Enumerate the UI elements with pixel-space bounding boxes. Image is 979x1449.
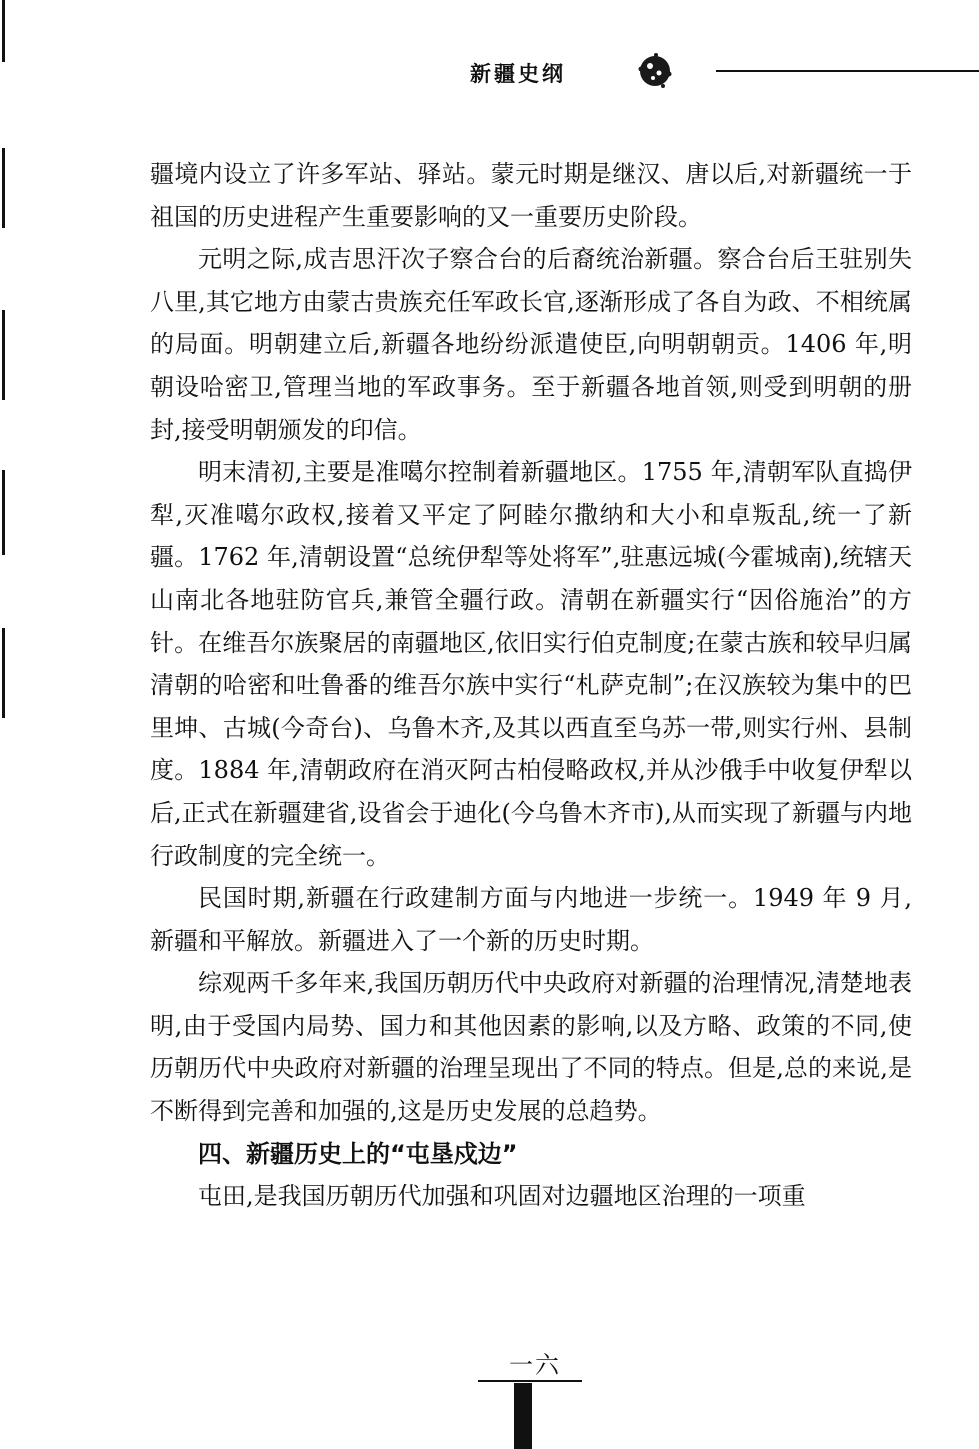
body-paragraph: 明末清初,主要是准噶尔控制着新疆地区。1755 年,清朝军队直捣伊犁,灭准噶尔政权,接着又平定了阿睦尔撒纳和大小和卓叛乱,统一了新疆。1762 年,清朝设置“总统伊犁等处将军”,驻惠远城(今霍城南),统辖天山南北各地驻防官兵,兼管全疆行政。清朝在新疆实行“因俗施治”的方针。在维吾尔族聚居的南疆地区,依旧实行伯克制度;在蒙古族和较早归属清朝的哈密和吐鲁番的维吾尔族中实行“札萨克制”;在汉族较为集中的巴里坤、古城(今奇台)、乌鲁木齐,及其以西直至乌苏一带,则实行州、县制度。1884 年,清朝政府在消灭阿古柏侵略政权,并从沙俄手中收复伊犁以后,正式在新疆建省,设省会于迪化(今乌鲁木齐市),从而实现了新疆与内地行政制度的完全统一。: [150, 458, 912, 870]
page-number-rule: [478, 1380, 582, 1382]
scan-edge-mark: [2, 148, 5, 228]
section-heading: 四、新疆历史上的“屯垦戍边”: [198, 1139, 518, 1168]
scan-edge-mark: [2, 0, 5, 62]
body-paragraph: 屯田,是我国历朝历代加强和巩固对边疆地区治理的一项重: [198, 1182, 806, 1211]
scan-edge-mark: [2, 470, 5, 555]
scan-edge-mark: [2, 310, 5, 400]
page-body: [150, 153, 912, 1218]
ink-emblem-icon: [636, 52, 674, 90]
header-rule: [716, 70, 979, 72]
page-number: 一六: [509, 1351, 561, 1379]
scan-edge-mark: [2, 628, 5, 718]
body-paragraph: 民国时期,新疆在行政建制方面与内地进一步统一。1949 年 9 月,新疆和平解放。新疆进入了一个新的历史时期。: [150, 884, 912, 955]
body-paragraph: 元明之际,成吉思汗次子察合台的后裔统治新疆。察合台后王驻别失八里,其它地方由蒙古贵族充任军政长官,逐渐形成了各自为政、不相统属的局面。明朝建立后,新疆各地纷纷派遣使臣,向明朝朝贡。1406 年,明朝设哈密卫,管理当地的军政事务。至于新疆各地首领,则受到明朝的册封,接受明朝颁发的印信。: [150, 245, 912, 444]
body-paragraph: 疆境内设立了许多军站、驿站。蒙元时期是继汉、唐以后,对新疆统一于祖国的历史进程产生重要影响的又一重要历史阶段。: [150, 160, 912, 231]
page-edge-bar: [514, 1383, 532, 1449]
body-paragraph: 综观两千多年来,我国历朝历代中央政府对新疆的治理情况,清楚地表明,由于受国内局势、国力和其他因素的影响,以及方略、政策的不同,使历朝历代中央政府对新疆的治理呈现出了不同的特点。但是,总的来说,是不断得到完善和加强的,这是历史发展的总趋势。: [150, 969, 912, 1126]
running-header-title: 新疆史纲: [470, 62, 566, 86]
